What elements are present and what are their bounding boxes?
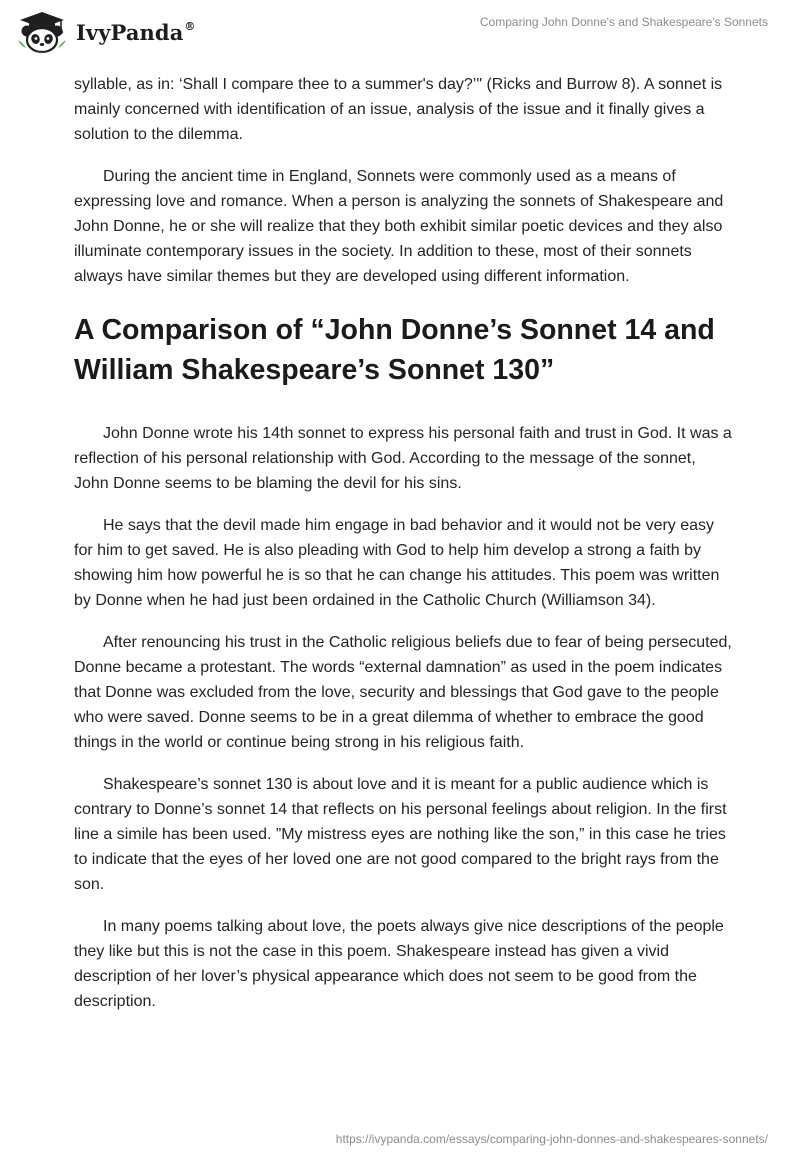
paragraph: syllable, as in: ‘Shall I compare thee to a summer's day?’" (Ricks and Burrow 8). A sonnet is mainly concerned with identification of an issue, analysis of the issue and it finally gives a solution to the dilemma. (74, 76, 723, 143)
page-header (0, 0, 800, 60)
brand-logo[interactable] (16, 10, 196, 54)
source-url[interactable]: https://ivypanda.com/essays/comparing-john-donnes-and-shakespeares-sonnets/ (335, 1132, 768, 1146)
brand-name: IvyPanda® (76, 19, 196, 45)
document-title: Comparing John Donne's and Shakespeare's Sonnets (479, 15, 768, 29)
paragraph: John Donne wrote his 14th sonnet to express his personal faith and trust in God. It was a reflection of his personal relationship with God. According to the message of the sonnet, John Donne seems to be blaming the devil for his sins. (74, 425, 732, 492)
essay-content (74, 72, 734, 1031)
trademark-mark: ® (184, 19, 196, 33)
paragraph: During the ancient time in England, Sonnets were commonly used as a means of expressing love and romance. When a person is analyzing the sonnets of Shakespeare and John Donne, he or she will realize that they both exhibit similar poetic devices and they also illuminate contemporary issues in the society. In addition to these, most of their sonnets always have similar themes but they are developed using different information. (74, 168, 724, 285)
paragraph: Shakespeare’s sonnet 130 is about love and it is meant for a public audience which is contrary to Donne’s sonnet 14 that reflects on his personal feelings about religion. In the first line a simile has been used. ”My mistress eyes are nothing like the son,” in this case he tries to indicate that the eyes of her loved one are not good compared to the bright rays from the son. (74, 776, 727, 893)
paragraph: He says that the devil made him engage in bad behavior and it would not be very easy for him to get saved. He is also pleading with God to help him develop a strong a faith by showing him how powerful he is so that he can change his attitudes. This poem was written by Donne when he had just been ordained in the Catholic Church (Williamson 34). (74, 517, 720, 609)
panda-graduate-icon (16, 10, 68, 54)
paragraph: After renouncing his trust in the Catholic religious beliefs due to fear of being persecuted, Donne became a protestant. The words “external damnation” as used in the poem indicates that Donne was excluded from the love, security and blessings that God gave to the people who were saved. Donne seems to be in a great dilemma of whether to embrace the good things in the world or continue being strong in his religious faith. (74, 634, 732, 751)
section-heading: A Comparison of “John Donne’s Sonnet 14 and William Shakespeare’s Sonnet 130” (74, 314, 715, 386)
paragraph: In many poems talking about love, the poets always give nice descriptions of the people they like but this is not the case in this poem. Shakespeare instead has given a vivid description of her lover’s physical appearance which does not seem to be good from the description. (74, 918, 724, 1010)
